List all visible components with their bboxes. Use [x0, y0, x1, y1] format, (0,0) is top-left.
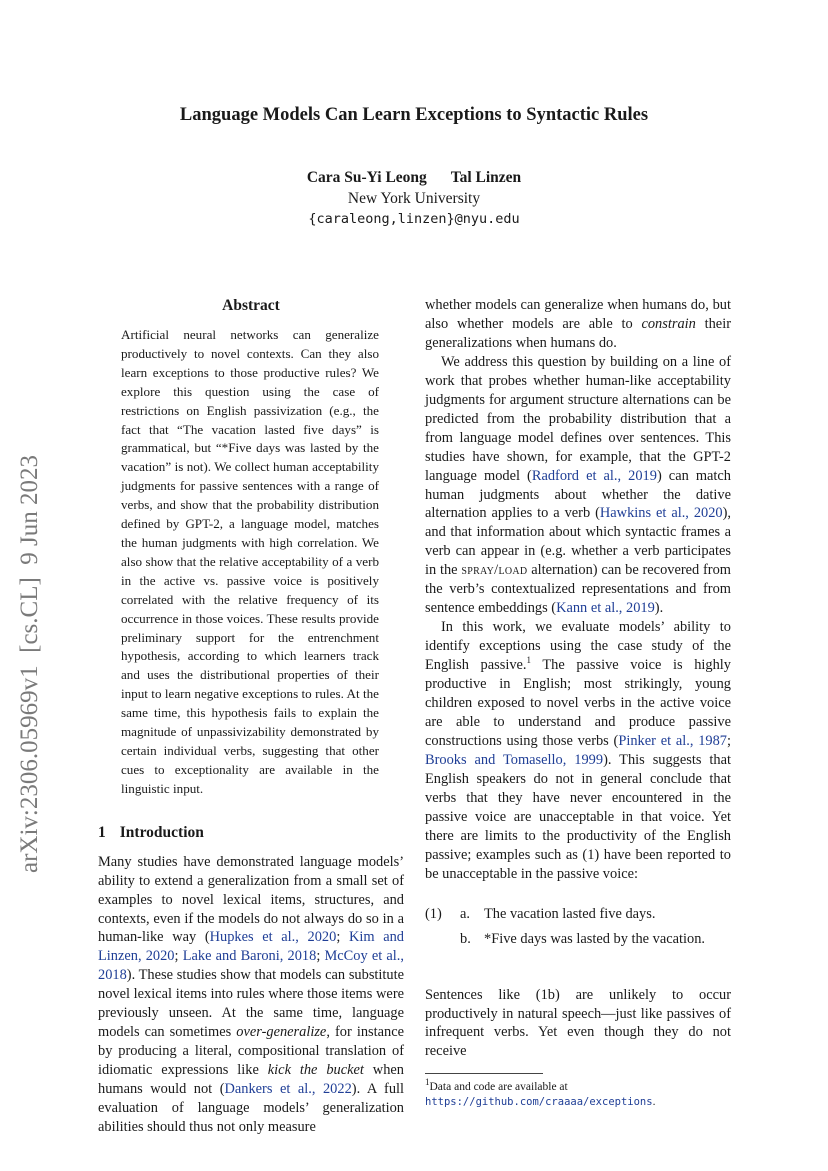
- abstract-heading: Abstract: [222, 297, 280, 314]
- right-column: [425, 296, 731, 1110]
- example-sentence: The vacation lasted five days.: [484, 905, 656, 922]
- author-name: Cara Su-Yi Leong: [306, 169, 427, 186]
- example-label: a.: [460, 905, 470, 922]
- body-paragraph: In this work, we evaluate models’ ability to identify exceptions using the case study of the English passive.$^1$ The passive voice is highly productive in English; most strikingly, young children exposed to novel verbs in the active voice are able to understand and produce passive constructions using those verbs (Pinker et al., 1987; Brooks and Tomasello, 1999). This suggests that English speakers do not in general conclude that verbs that they have never encountered in the passive voice are unacceptable in that voice. Yet there are limits to the productivity of the English passive; examples such as (1) have been reported to be unacceptable in the passive voice:: [425, 619, 731, 882]
- author-names: [0, 167, 828, 188]
- arxiv-stamp-text: arXiv:2306.05969v1 [cs.CL] 9 Jun 2023: [16, 454, 43, 873]
- example-sentence: *Five days was lasted by the vacation.: [484, 930, 706, 947]
- affiliation: New York University: [347, 190, 481, 207]
- citation-link[interactable]: Pinker et al., 1987: [618, 732, 727, 749]
- example-row: [425, 902, 731, 927]
- author-emails: {caraleong,linzen}@nyu.edu: [308, 211, 520, 227]
- footnote-url-link[interactable]: https://github.com/craaaa/exceptions: [425, 1096, 653, 1109]
- intro-paragraph: Many studies have demonstrated language models’ ability to extend a generalization from a small set of examples to novel lexical items, structures, and contexts, even if the models do not always do so in a human-like way (Hupkes et al., 2020; Kim and Linzen, 2020; Lake and Baroni, 2018; McCoy et al., 2018). These studies show that models can substitute novel lexical items into rules where those items were previously unseen. At the same time, language models can sometimes over-generalize, for instance by producing a literal, compositional translation of idiomatic expressions like kick the bucket when humans would not (Dankers et al., 2022). A full evaluation of language models’ generalization abilities should thus not only measure: [98, 853, 405, 1135]
- author-block: [0, 167, 828, 230]
- citation-link[interactable]: Lake and Baroni, 2018: [182, 948, 317, 965]
- section-title: Introduction: [119, 823, 204, 841]
- section-heading-introduction: [98, 823, 404, 843]
- paper-title: Language Models Can Learn Exceptions to Syntactic Rules: [179, 105, 649, 125]
- citation-link[interactable]: Dankers et al., 2022: [224, 1081, 352, 1098]
- footnote-number: 1: [425, 1077, 430, 1088]
- citation-link[interactable]: Radford et al., 2019: [531, 467, 657, 484]
- abstract-text: Artificial neural networks can generalize productively to novel contexts. Can they also learn exceptions to those productive rules? We explore this question using the case of restrictions on English passivization (e.g., the fact that “The vacation lasted five days” is grammatical, but “*Five days was lasted by the vacation” is not). We collect human acceptability judgments for passive sentences with a range of verbs, and show that the probability distribution defined by GPT-2, a language model, matches the human judgments with high correlation. We also show that the relative acceptability of a verb in the active vs. passive voice is positively correlated with the relative frequency of its occurrence in those voices. These results provide preliminary support for the entrenchment hypothesis, according to which learners track and uses the distributional properties of their input to learn negative exceptions to rules. At the same time, this hypothesis fails to explain the magnitude of unpassivizability demonstrated by certain individual verbs, suggesting that other cues to exceptionality are available in the linguistic input.: [121, 327, 379, 796]
- footnote-marker[interactable]: 1: [526, 655, 532, 666]
- footnote: $^1$Data and code are available at https://github.com/craaaa/exceptions.: [425, 1077, 656, 1109]
- footnote-divider: [425, 1073, 543, 1074]
- body-paragraph: Sentences like (1b) are unlikely to occur productively in natural speech—just like passives of infrequent verbs. Yet even though they do not receive: [425, 986, 731, 1060]
- example-number: (1): [425, 905, 442, 922]
- linguistic-example: [425, 902, 731, 952]
- citation-link[interactable]: Kann et al., 2019: [556, 600, 655, 617]
- example-row: [425, 927, 731, 952]
- citation-link[interactable]: Hupkes et al., 2020: [209, 929, 337, 946]
- body-paragraph: whether models can generalize when humans do, but also whether models are able to constrain their generalizations when humans do.: [425, 297, 731, 351]
- citation-link[interactable]: Kim and Linzen, 2020: [98, 929, 404, 965]
- example-label: b.: [460, 930, 471, 947]
- body-paragraph: We address this question by building on a line of work that probes whether human-like acceptability judgments for argument structure alternations can be predicted from the probability distribution that a from language model defines over sentences. This studies have shown, for example, that the GPT-2 language model (Radford et al., 2019) can match human judgments about whether the dative alternation applies to a verb (Hawkins et al., 2020), and that information about which syntactic frames a verb can appear in (e.g. whether a verb participates in the spray/load alternation) can be recovered from the verb’s contextualized representations and from sentence embeddings (Kann et al., 2019).: [425, 353, 732, 617]
- citation-link[interactable]: Hawkins et al., 2020: [599, 505, 723, 522]
- left-column: [98, 296, 404, 1137]
- arxiv-stamp: [6, 373, 46, 873]
- section-number: 1: [98, 823, 106, 841]
- small-caps-term: spray/load: [461, 562, 528, 579]
- citation-link[interactable]: McCoy et al., 2018: [98, 948, 404, 984]
- citation-link[interactable]: Brooks and Tomasello, 1999: [425, 751, 604, 768]
- author-name: Tal Linzen: [450, 169, 522, 186]
